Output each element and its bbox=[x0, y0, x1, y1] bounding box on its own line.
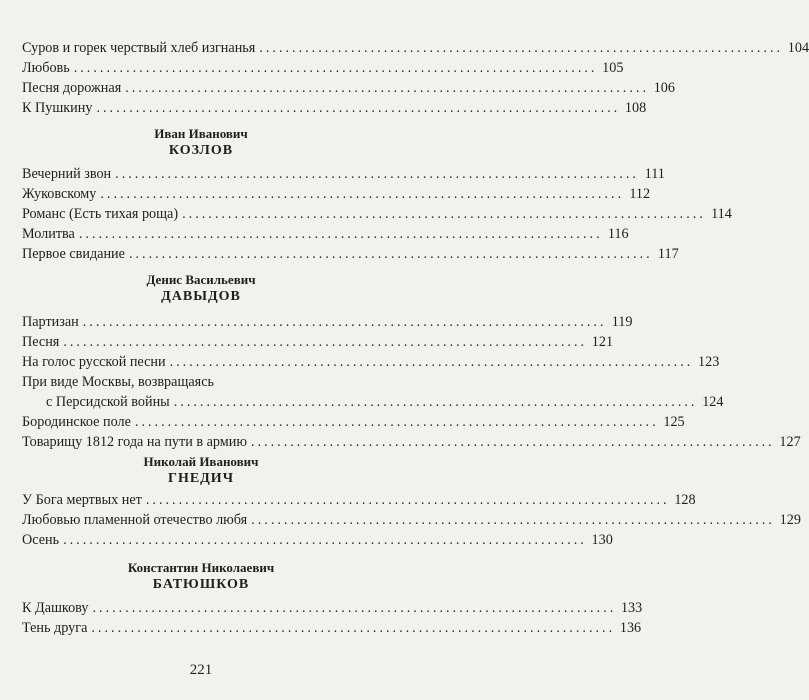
author-heading bbox=[0, 126, 402, 160]
entry-page: 108 bbox=[624, 100, 647, 116]
dot-leader: ................................................................................ bbox=[250, 434, 775, 450]
entry-page: 104 bbox=[787, 40, 809, 56]
dot-leader: ................................................................................ bbox=[128, 246, 653, 262]
author-heading bbox=[0, 454, 402, 488]
entry-page: 121 bbox=[591, 334, 614, 350]
author-last-name: ГНЕДИЧ bbox=[168, 471, 234, 486]
toc-section bbox=[22, 490, 801, 550]
dot-leader: ................................................................................ bbox=[73, 60, 598, 76]
toc-entry bbox=[22, 58, 624, 78]
entry-title: Вечерний звон bbox=[22, 166, 112, 182]
dot-leader: ................................................................................ bbox=[63, 532, 587, 548]
entry-page: 130 bbox=[591, 532, 613, 548]
entry-page: 136 bbox=[619, 620, 642, 636]
dot-leader: ................................................................................ bbox=[82, 314, 607, 330]
dot-leader: ................................................................................ bbox=[63, 334, 588, 350]
toc-entry bbox=[22, 490, 696, 510]
entry-page: 117 bbox=[657, 246, 679, 262]
entry-title: Партизан bbox=[22, 314, 79, 330]
entry-page: 116 bbox=[607, 226, 629, 242]
toc-entry-first-line bbox=[22, 372, 382, 392]
toc-entry bbox=[22, 618, 642, 638]
toc-entry bbox=[22, 164, 665, 184]
entry-title: У Бога мертвых нет bbox=[22, 492, 142, 508]
dot-leader: ................................................................................ bbox=[78, 226, 603, 242]
entry-title: Песня bbox=[22, 334, 60, 350]
entry-title: Осень bbox=[22, 532, 60, 548]
toc-entry bbox=[22, 224, 629, 244]
dot-leader: ................................................................................ bbox=[182, 206, 706, 222]
toc-entry bbox=[22, 432, 801, 452]
toc-section bbox=[22, 164, 732, 264]
dot-leader: ................................................................................ bbox=[259, 40, 784, 56]
entry-page: 133 bbox=[620, 600, 643, 616]
entry-page: 125 bbox=[663, 414, 685, 430]
author-first-name: Денис Васильевич bbox=[146, 272, 256, 287]
toc-entry bbox=[22, 312, 633, 332]
entry-title-continuation: с Персидской войны bbox=[46, 394, 170, 410]
entry-page: 129 bbox=[779, 512, 801, 528]
toc-entry bbox=[22, 78, 675, 98]
toc-entry bbox=[22, 204, 732, 224]
author-first-name: Иван Иванович bbox=[154, 126, 248, 141]
dot-leader: ................................................................................ bbox=[125, 80, 649, 96]
toc-section bbox=[22, 598, 643, 638]
entry-page: 119 bbox=[611, 314, 633, 330]
entry-title: Бородинское поле bbox=[22, 414, 131, 430]
toc-entry bbox=[22, 412, 685, 432]
entry-page: 128 bbox=[674, 492, 696, 508]
author-last-name: БАТЮШКОВ bbox=[152, 577, 250, 592]
entry-title: Любовью пламенной отечество любя bbox=[22, 512, 248, 528]
author-first-name: Константин Николаевич bbox=[127, 560, 275, 575]
entry-page: 106 bbox=[653, 80, 675, 96]
dot-leader: ................................................................................ bbox=[92, 600, 617, 616]
author-first-name: Николай Иванович bbox=[143, 454, 259, 469]
entry-title: Тень друга bbox=[22, 620, 88, 636]
dot-leader: ................................................................................ bbox=[96, 100, 621, 116]
entry-page: 124 bbox=[702, 394, 724, 410]
entry-title: К Дашкову bbox=[22, 600, 89, 616]
entry-title: Романс (Есть тихая роща) bbox=[22, 206, 179, 222]
toc-entry bbox=[22, 332, 614, 352]
dot-leader: ................................................................................ bbox=[100, 186, 625, 202]
entry-page: 127 bbox=[779, 434, 801, 450]
toc-entry bbox=[22, 510, 801, 530]
toc-entry bbox=[22, 38, 809, 58]
author-heading bbox=[0, 560, 402, 594]
toc-entry bbox=[22, 244, 679, 264]
entry-title: Жуковскому bbox=[22, 186, 97, 202]
entry-title: Песня дорожная bbox=[22, 80, 122, 96]
toc-section bbox=[22, 312, 801, 452]
entry-title: К Пушкину bbox=[22, 100, 93, 116]
entry-title: Товарищу 1812 года на пути в армию bbox=[22, 434, 247, 450]
entry-title: Любовь bbox=[22, 60, 70, 76]
entry-title: Молитва bbox=[22, 226, 75, 242]
entry-title: При виде Москвы, возвращаясь bbox=[22, 374, 214, 390]
dot-leader: ................................................................................ bbox=[173, 394, 698, 410]
entry-page: 123 bbox=[698, 354, 720, 370]
toc-entry bbox=[22, 98, 647, 118]
dot-leader: ................................................................................ bbox=[169, 354, 694, 370]
dot-leader: ................................................................................ bbox=[115, 166, 639, 182]
entry-page: 105 bbox=[602, 60, 624, 76]
toc-entry bbox=[22, 352, 720, 372]
toc-entry bbox=[22, 598, 643, 618]
entry-page: 112 bbox=[629, 186, 651, 202]
dot-leader: ................................................................................ bbox=[145, 492, 670, 508]
dot-leader: ................................................................................ bbox=[91, 620, 616, 636]
entry-title: Суров и горек черствый хлеб изгнанья bbox=[22, 40, 256, 56]
page-number: 221 bbox=[189, 662, 213, 678]
dot-leader: ................................................................................ bbox=[134, 414, 659, 430]
dot-leader: ................................................................................ bbox=[251, 512, 775, 528]
toc-entry bbox=[22, 530, 613, 550]
entry-title: На голос русской песни bbox=[22, 354, 166, 370]
author-last-name: КОЗЛОВ bbox=[168, 143, 234, 158]
author-last-name: ДАВЫДОВ bbox=[161, 289, 241, 304]
entry-page: 111 bbox=[644, 166, 665, 182]
toc-section-continued bbox=[22, 38, 809, 118]
entry-page: 114 bbox=[711, 206, 732, 222]
toc-entry bbox=[22, 184, 651, 204]
author-heading bbox=[0, 272, 402, 306]
entry-title: Первое свидание bbox=[22, 246, 125, 262]
toc-entry bbox=[22, 392, 724, 412]
